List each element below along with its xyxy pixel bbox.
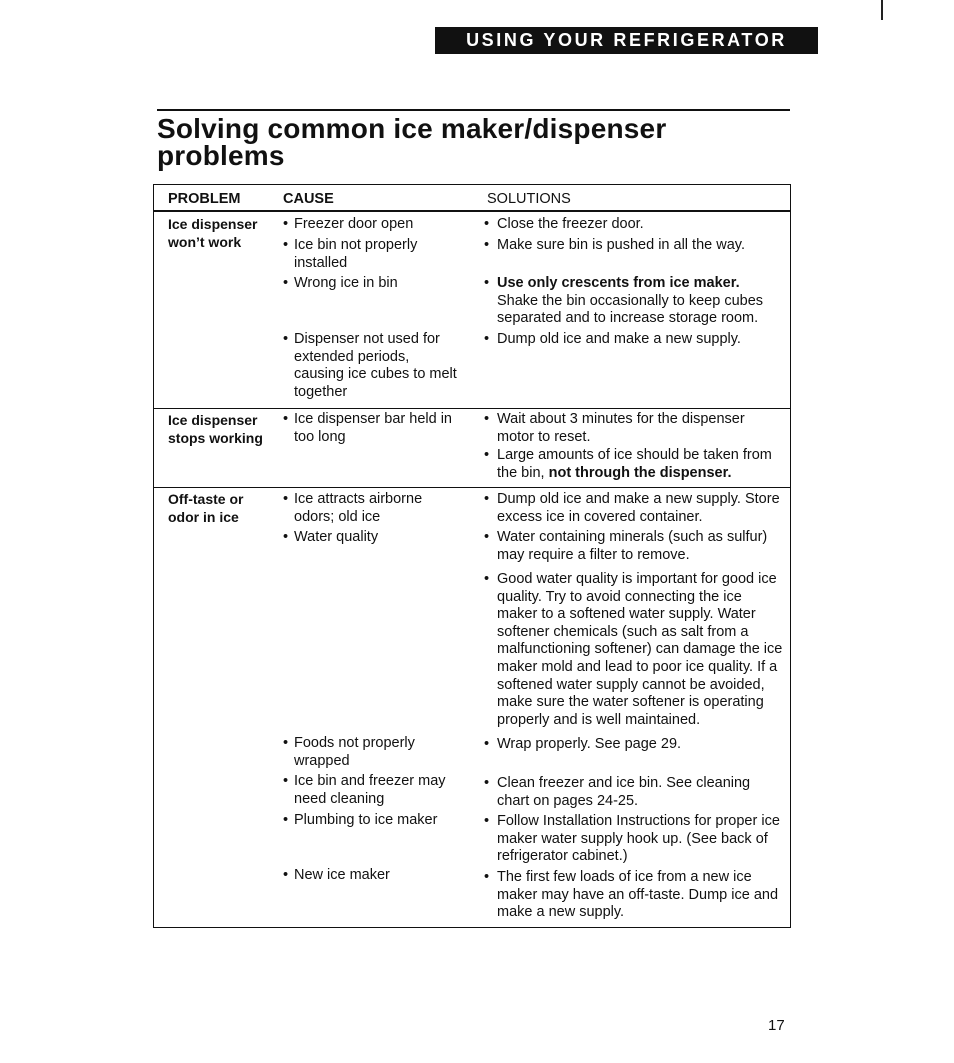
header-divider (154, 210, 790, 212)
section-header-band: USING YOUR REFRIGERATOR (435, 27, 818, 54)
section-divider (154, 408, 790, 409)
solution-item: • Wrap properly. See page 29. (484, 736, 682, 752)
solution-item: • Follow Installation Instructions for proper ice maker water supply hook up. (See back of refrigerator cabinet.) (484, 813, 780, 865)
solution-item: • Dump old ice and make a new supply. (484, 331, 741, 347)
cause-item: • Wrong ice in bin (283, 275, 398, 291)
solution-item: • Clean freezer and ice bin. See cleaning chart on pages 24-25. (484, 775, 751, 809)
page-number: 17 (768, 1017, 785, 1034)
cause-item: • Ice bin not properly installed (283, 237, 418, 271)
problem-label: Ice dispenser won’t work (168, 216, 258, 250)
solution-item: • Good water quality is important for good ice quality. Try to avoid connecting the ice maker to a softened water supply. Water softener chemicals (such as salt from a malfunctioning softener) can damage the ice maker mold and lead to poor ice quality. If a softened water supply cannot be avoided, make sure the water softener is operating properly and is well maintained. (484, 571, 783, 728)
troubleshooting-table (153, 184, 791, 928)
solution-item: • The first few loads of ice from a new ice maker may have an off-taste. Dump ice and make a new supply. (484, 869, 779, 921)
cause-item: • Plumbing to ice maker (283, 812, 438, 828)
cause-item: • Foods not properly wrapped (283, 735, 415, 769)
cause-item: • Water quality (283, 529, 379, 545)
cause-item: • Ice attracts airborne odors; old ice (283, 491, 423, 525)
title-rule (157, 109, 790, 111)
solution-item: • Large amounts of ice should be taken from the bin, not through the dispenser. (484, 447, 772, 481)
column-header-problem: PROBLEM (168, 191, 241, 207)
problem-label: Ice dispenser stops working (168, 412, 263, 446)
page-title: Solving common ice maker/dispenser problems (157, 113, 667, 171)
cause-item: • New ice maker (283, 867, 390, 883)
cause-item: • Freezer door open (283, 216, 414, 232)
scan-edge-mark (881, 0, 883, 20)
solution-item: • Make sure bin is pushed in all the way. (484, 237, 745, 253)
solution-item: • Close the freezer door. (484, 216, 644, 232)
solution-item: • Dump old ice and make a new supply. Store excess ice in covered container. (484, 491, 780, 525)
solution-item: • Use only crescents from ice maker. Shake the bin occasionally to keep cubes separated and to increase storage room. (484, 275, 764, 327)
column-header-cause: CAUSE (283, 191, 334, 207)
cause-item: • Ice dispenser bar held in too long (283, 411, 452, 445)
section-divider (154, 487, 790, 488)
solution-item: • Water containing minerals (such as sulfur) may require a filter to remove. (484, 529, 768, 563)
solution-item: • Wait about 3 minutes for the dispenser motor to reset. (484, 411, 745, 445)
column-header-solutions: SOLUTIONS (487, 191, 571, 207)
cause-item: • Dispenser not used for extended periods, causing ice cubes to melt together (283, 331, 457, 400)
problem-label: Off-taste or odor in ice (168, 491, 244, 525)
cause-item: • Ice bin and freezer may need cleaning (283, 773, 446, 807)
